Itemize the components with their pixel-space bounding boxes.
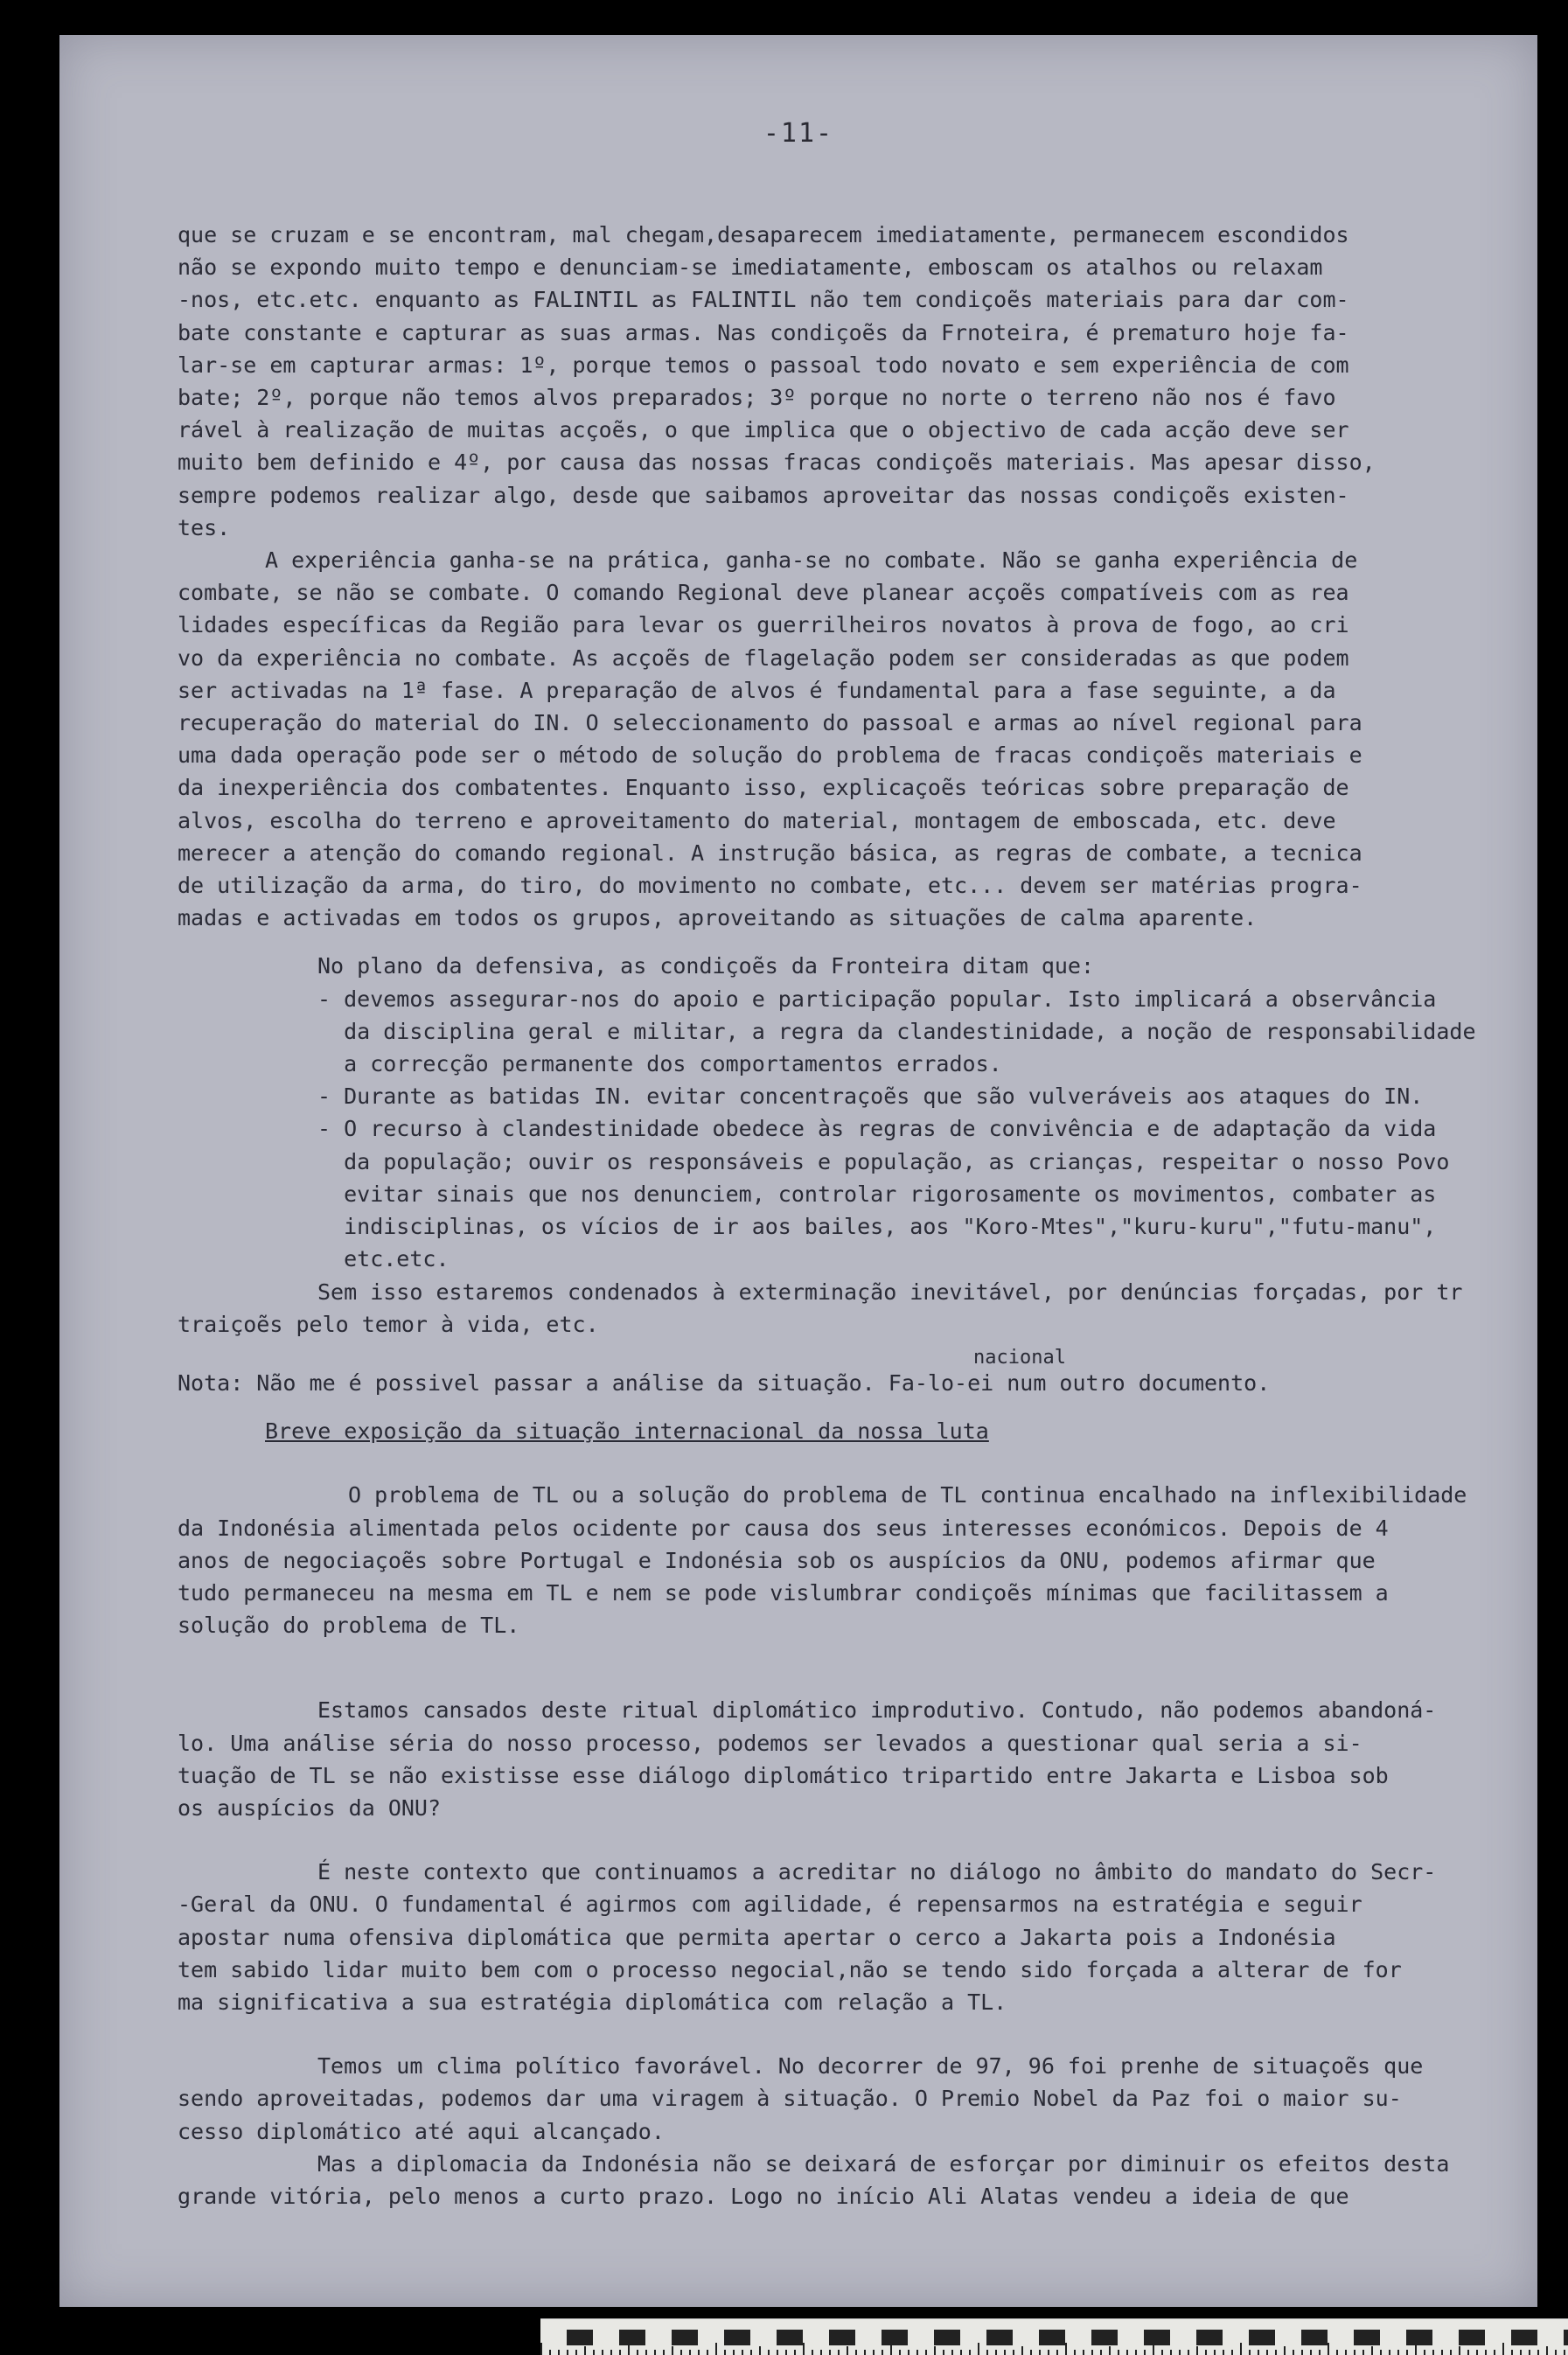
text-line: ma significativa a sua estratégia diplomática com relação a TL. [178, 1989, 1007, 2015]
ruler-segment [1537, 2330, 1564, 2345]
ruler-segment [1459, 2330, 1485, 2345]
text-line: apostar numa ofensiva diplomática que permita apertar o cerco a Jakarta pois a Indonésia [178, 1924, 1336, 1950]
ruler-tick [1415, 2343, 1417, 2355]
ruler-tick [1144, 2350, 1146, 2355]
text-line: lar-se em capturar armas: 1º, porque temos o passoal todo novato e sem experiência de com [178, 352, 1349, 378]
ruler-tick [925, 2350, 927, 2355]
text-line: os auspícios da ONU? [178, 1794, 442, 1821]
ruler-tick [637, 2350, 638, 2355]
ruler-tick [1537, 2350, 1539, 2355]
ruler-segment [1013, 2330, 1039, 2345]
inserted-word: nacional [973, 1346, 1066, 1369]
text-line: indisciplinas, os vícios de ir aos bailes, aos "Koro-Mtes","kuru-kuru","futu-manu", [317, 1214, 1437, 1240]
ruler-tick [1424, 2350, 1425, 2355]
ruler-segment [1170, 2330, 1196, 2345]
ruler-tick [1511, 2350, 1513, 2355]
ruler-tick [707, 2350, 708, 2355]
ruler-tick [1100, 2350, 1102, 2355]
text-line: -Geral da ONU. O fundamental é agirmos com agilidade, é repensarmos na estratégia e seguir [178, 1892, 1362, 1918]
text-line: lo. Uma análise séria do nosso processo, podemos ser levados a questionar qual seria a si- [178, 1730, 1362, 1756]
text-line: da população; ouvir os responsáveis e população, as crianças, respeitar o nosso Povo [317, 1148, 1450, 1174]
ruler-tick [1494, 2350, 1495, 2355]
text-line: da Indonésia alimentada pelos ocidente por causa dos seus interesses económicos. Depois de 4 [178, 1515, 1389, 1541]
ruler-tick [882, 2350, 883, 2355]
ruler-tick [1301, 2350, 1303, 2355]
text-line: sendo aproveitadas, podemos dar uma viragem à situação. O Premio Nobel da Paz foi o maior su- [178, 2086, 1402, 2112]
ruler-tick [1432, 2350, 1434, 2355]
ruler-segment [829, 2330, 855, 2345]
ruler-segment [803, 2330, 829, 2345]
ruler-tick [1380, 2350, 1382, 2355]
text-line: sempre podemos realizar algo, desde que saibamos aproveitar das nossas condiçoẽs existen- [178, 482, 1349, 508]
ruler-tick [951, 2350, 953, 2355]
ruler-tick [698, 2350, 700, 2355]
text-line: bate constante e capturar as suas armas. Nas condiçoẽs da Frnoteira, é prematuro hoje fa- [178, 319, 1349, 345]
ruler-tick [785, 2350, 787, 2355]
ruler-segment [645, 2330, 672, 2345]
ruler-segment [1091, 2330, 1118, 2345]
ruler-segment [1301, 2330, 1328, 2345]
ruler-segment [882, 2330, 908, 2345]
ruler-tick [803, 2343, 805, 2355]
ruler-segment [855, 2330, 882, 2345]
ruler-tick [628, 2343, 630, 2355]
text-line: a correcção permanente dos comportamentos errados. [317, 1051, 1002, 1077]
document-page [59, 35, 1537, 2307]
text-line: anos de negociaçoẽs sobre Portugal e Indonésia sob os auspícios da ONU, podemos afirmar que [178, 1547, 1376, 1573]
text-line: etc.etc. [317, 1246, 449, 1272]
ruler-tick [1030, 2350, 1032, 2355]
ruler-tick [1389, 2350, 1390, 2355]
text-line: evitar sinais que nos denunciem, controlar rigorosamente os movimentos, combater as [317, 1181, 1437, 1207]
ruler-tick [558, 2350, 560, 2355]
text-line: da inexperiência dos combatentes. Enquanto isso, explicaçoẽs teóricas sobre preparação de [178, 775, 1349, 801]
ruler-segment [1564, 2330, 1568, 2345]
ruler-tick [829, 2350, 831, 2355]
ruler-tick [855, 2350, 857, 2355]
ruler-tick [899, 2350, 901, 2355]
ruler-tick [540, 2343, 542, 2355]
ruler-tick [1135, 2350, 1137, 2355]
ruler-segment [1485, 2330, 1511, 2345]
ruler-tick [1083, 2350, 1084, 2355]
text-line: tes. [178, 514, 231, 540]
ruler-segment [1275, 2330, 1301, 2345]
ruler-segment [908, 2330, 934, 2345]
ruler-tick [1170, 2350, 1172, 2355]
ruler-tick [1529, 2350, 1530, 2355]
ruler-tick [1231, 2350, 1233, 2355]
ruler-segment [1223, 2330, 1249, 2345]
text-line: alvos, escolha do terreno e aproveitamento do material, montagem de emboscada, etc. deve [178, 807, 1336, 833]
text-line: Mas a diplomacia da Indonésia não se deixará de esforçar por diminuir os efeitos desta [317, 2150, 1450, 2177]
text-line: rável à realização de muitas acçoẽs, o que implica que o objectivo de cada acção deve ser [178, 417, 1349, 443]
note-line: Nota: Não me é possivel passar a análise da situação. Fa-lo-ei num outro documento. [178, 1369, 1271, 1396]
ruler-segment [1432, 2330, 1459, 2345]
ruler-segment [1380, 2330, 1406, 2345]
text-line: tudo permaneceu na mesma em TL e nem se pode vislumbrar condiçoẽs mínimas que facilitassem a [178, 1579, 1389, 1606]
ruler-tick [1293, 2350, 1294, 2355]
scale-ruler [540, 2318, 1568, 2355]
ruler-tick [1441, 2350, 1443, 2355]
ruler-tick [724, 2350, 726, 2355]
ruler-tick [1013, 2350, 1014, 2355]
text-line: - devemos assegurar-nos do apoio e participação popular. Isto implicará a observância [317, 986, 1437, 1012]
ruler-tick [768, 2350, 770, 2355]
ruler-segment [1065, 2330, 1091, 2345]
ruler-segment [1196, 2330, 1223, 2345]
text-line: tem sabido lidar muito bem com o processo negocial,não se tendo sido forçada a alterar de for [178, 1956, 1402, 1982]
text-line [178, 1641, 1568, 1694]
ruler-tick [1336, 2350, 1338, 2355]
ruler-tick [1161, 2350, 1163, 2355]
ruler-tick [916, 2350, 918, 2355]
ruler-tick [1502, 2343, 1504, 2355]
ruler-tick [715, 2343, 717, 2355]
text-line: tuação de TL se não existisse esse diálogo diplomático tripartido entre Jakarta e Lisboa sob [178, 1762, 1389, 1788]
ruler-tick [1275, 2350, 1277, 2355]
ruler-tick [908, 2350, 909, 2355]
text-line: madas e activadas em todos os grupos, aproveitando as situações de calma aparente. [178, 905, 1258, 931]
document-body [178, 219, 1568, 2212]
ruler-tick [1048, 2350, 1049, 2355]
ruler-tick [619, 2350, 621, 2355]
ruler-tick [1319, 2350, 1321, 2355]
ruler-segment [593, 2330, 619, 2345]
ruler-segment [986, 2330, 1013, 2345]
ruler-tick [663, 2350, 665, 2355]
ruler-tick [742, 2350, 743, 2355]
ruler-tick [1118, 2350, 1119, 2355]
text-line: A experiência ganha-se na prática, ganha-se no combate. Não se ganha experiência de [265, 547, 1358, 574]
text-line: Temos um clima político favorável. No decorrer de 97, 96 foi prenhe de situaçoẽs que [317, 2053, 1424, 2080]
text-line: grande vitória, pelo menos a curto prazo. Logo no início Ali Alatas vendeu a ideia de que [178, 2183, 1349, 2209]
ruler-tick [1126, 2350, 1128, 2355]
ruler-segment [777, 2330, 803, 2345]
ruler-tick [645, 2350, 647, 2355]
ruler-segment [540, 2330, 567, 2345]
section-heading: Breve exposição da situação internacional da nossa luta [265, 1418, 989, 1445]
ruler-tick [794, 2350, 796, 2355]
ruler-tick [986, 2350, 988, 2355]
text-line: O problema de TL ou a solução do problema de TL continua encalhado na inflexibilidade [348, 1482, 1467, 1508]
ruler-tick [943, 2350, 944, 2355]
ruler-tick [1240, 2343, 1242, 2355]
ruler-tick [1056, 2350, 1058, 2355]
ruler-segment [698, 2330, 724, 2345]
ruler-tick [1345, 2350, 1347, 2355]
text-line [178, 934, 1568, 950]
ruler-tick [1397, 2350, 1399, 2355]
ruler-segment [1328, 2330, 1354, 2345]
ruler-tick [1004, 2350, 1006, 2355]
ruler-segment [672, 2330, 698, 2345]
text-line: traiçoẽs pelo temor à vida, etc. [178, 1311, 599, 1337]
ruler-tick [602, 2350, 603, 2355]
page-number: -11- [763, 118, 834, 149]
ruler-tick [549, 2350, 551, 2355]
ruler-tick [1179, 2350, 1181, 2355]
ruler-segment [567, 2330, 593, 2345]
text-line: bate; 2º, porque não temos alvos preparados; 3º porque no norte o terreno não nos é favo [178, 385, 1336, 411]
ruler-segment [1406, 2330, 1432, 2345]
ruler-tick [1310, 2350, 1312, 2355]
ruler-tick [733, 2350, 735, 2355]
text-line: recuperação do material do IN. O seleccionamento do passoal e armas ao nível regional para [178, 710, 1362, 736]
text-line: da disciplina geral e militar, a regra da clandestinidade, a noção de responsabilidade [317, 1018, 1476, 1044]
ruler-tick [969, 2350, 971, 2355]
ruler-tick [1328, 2343, 1329, 2355]
text-line: combate, se não se combate. O comando Regional deve planear acçoẽs compatíveis com as rea [178, 580, 1349, 606]
ruler-tick [593, 2350, 595, 2355]
text-line: - O recurso à clandestinidade obedece às regras de convivência e de adaptação da vida [317, 1116, 1437, 1142]
text-line: No plano da defensiva, as condiçoẽs da Fronteira ditam que: [317, 953, 1095, 979]
ruler-tick [1467, 2350, 1469, 2355]
ruler-tick [838, 2350, 840, 2355]
ruler-segment [1511, 2330, 1537, 2345]
text-line [178, 2018, 1568, 2050]
ruler-tick [567, 2350, 568, 2355]
text-line: não se expondo muito tempo e denunciam-se imediatamente, emboscam os atalhos ou relaxam [178, 254, 1323, 281]
ruler-tick [820, 2350, 822, 2355]
ruler-tick [812, 2350, 813, 2355]
ruler-segment [724, 2330, 750, 2345]
ruler-tick [1555, 2350, 1557, 2355]
ruler-tick [1214, 2350, 1216, 2355]
ruler-segment [1039, 2330, 1065, 2345]
ruler-segment [1144, 2330, 1170, 2345]
ruler-tick [1476, 2350, 1478, 2355]
ruler-segment [1118, 2330, 1144, 2345]
ruler-tick [1266, 2350, 1268, 2355]
ruler-tick [1249, 2350, 1251, 2355]
text-line: Estamos cansados deste ritual diplomático improdutivo. Contudo, não podemos abandoná- [317, 1697, 1437, 1724]
text-line: muito bem definido e 4º, por causa das nossas fracas condiçoẽs materiais. Mas apesar disso, [178, 449, 1376, 476]
text-line: ser activadas na 1ª fase. A preparação de alvos é fundamental para a fase seguinte, a da [178, 677, 1336, 703]
ruler-tick [1153, 2343, 1154, 2355]
ruler-tick [1091, 2350, 1093, 2355]
ruler-tick [1065, 2343, 1067, 2355]
ruler-segment [619, 2330, 645, 2345]
text-line: cesso diplomático até aqui alcançado. [178, 2118, 665, 2144]
ruler-tick [689, 2350, 691, 2355]
ruler-tick [750, 2350, 752, 2355]
ruler-tick [610, 2350, 612, 2355]
ruler-tick [777, 2350, 778, 2355]
ruler-tick [1258, 2350, 1259, 2355]
ruler-tick [890, 2343, 892, 2355]
ruler-tick [1362, 2350, 1364, 2355]
text-line: -nos, etc.etc. enquanto as FALINTIL as FALINTIL não tem condiçoẽs materiais para dar com- [178, 287, 1349, 313]
ruler-tick [960, 2350, 962, 2355]
text-line: solução do problema de TL. [178, 1613, 520, 1639]
ruler-tick [1485, 2350, 1487, 2355]
ruler-tick [1039, 2350, 1041, 2355]
text-line: de utilização da arma, do tiro, do movimento no combate, etc... devem ser matérias progra- [178, 873, 1362, 899]
ruler-segment [1249, 2330, 1275, 2345]
text-line: que se cruzam e se encontram, mal chegam,desaparecem imediatamente, permanecem escondidos [178, 222, 1349, 247]
ruler-tick [995, 2350, 997, 2355]
text-line: - Durante as batidas IN. evitar concentraçoẽs que são vulveráveis aos ataques do IN. [317, 1083, 1424, 1110]
text-line: vo da experiência no combate. As acçoẽs de flagelação podem ser consideradas as que podem [178, 644, 1349, 671]
ruler-segment [750, 2330, 777, 2345]
ruler-tick [978, 2343, 979, 2355]
ruler-tick [654, 2350, 656, 2355]
ruler-tick [1188, 2350, 1189, 2355]
ruler-segment [1354, 2330, 1380, 2345]
ruler-tick [1074, 2350, 1076, 2355]
text-line: É neste contexto que continuamos a acreditar no diálogo no âmbito do mandato do Secr- [317, 1859, 1437, 1885]
ruler-tick [1564, 2350, 1565, 2355]
ruler-tick [575, 2350, 577, 2355]
ruler-tick [1520, 2350, 1522, 2355]
text-line: Sem isso estaremos condenados à exterminação inevitável, por denúncias forçadas, por tr [317, 1279, 1463, 1305]
text-line [178, 1824, 1568, 1856]
ruler-tick [1205, 2350, 1207, 2355]
ruler-tick [680, 2350, 682, 2355]
ruler-tick [1406, 2350, 1408, 2355]
ruler-segment [934, 2330, 960, 2345]
ruler-segment [960, 2330, 986, 2345]
text-line: lidades específicas da Região para levar os guerrilheiros novatos à prova de fogo, ao cri [178, 612, 1349, 638]
ruler-tick [1354, 2350, 1355, 2355]
text-line: merecer a atenção do comando regional. A instrução básica, as regras de combate, a tecnica [178, 840, 1362, 866]
ruler-tick [1450, 2350, 1452, 2355]
ruler-tick [864, 2350, 866, 2355]
text-line: uma dada operação pode ser o método de solução do problema de fracas condiçoẽs materiais e [178, 742, 1362, 769]
ruler-tick [1223, 2350, 1224, 2355]
ruler-tick [873, 2350, 875, 2355]
